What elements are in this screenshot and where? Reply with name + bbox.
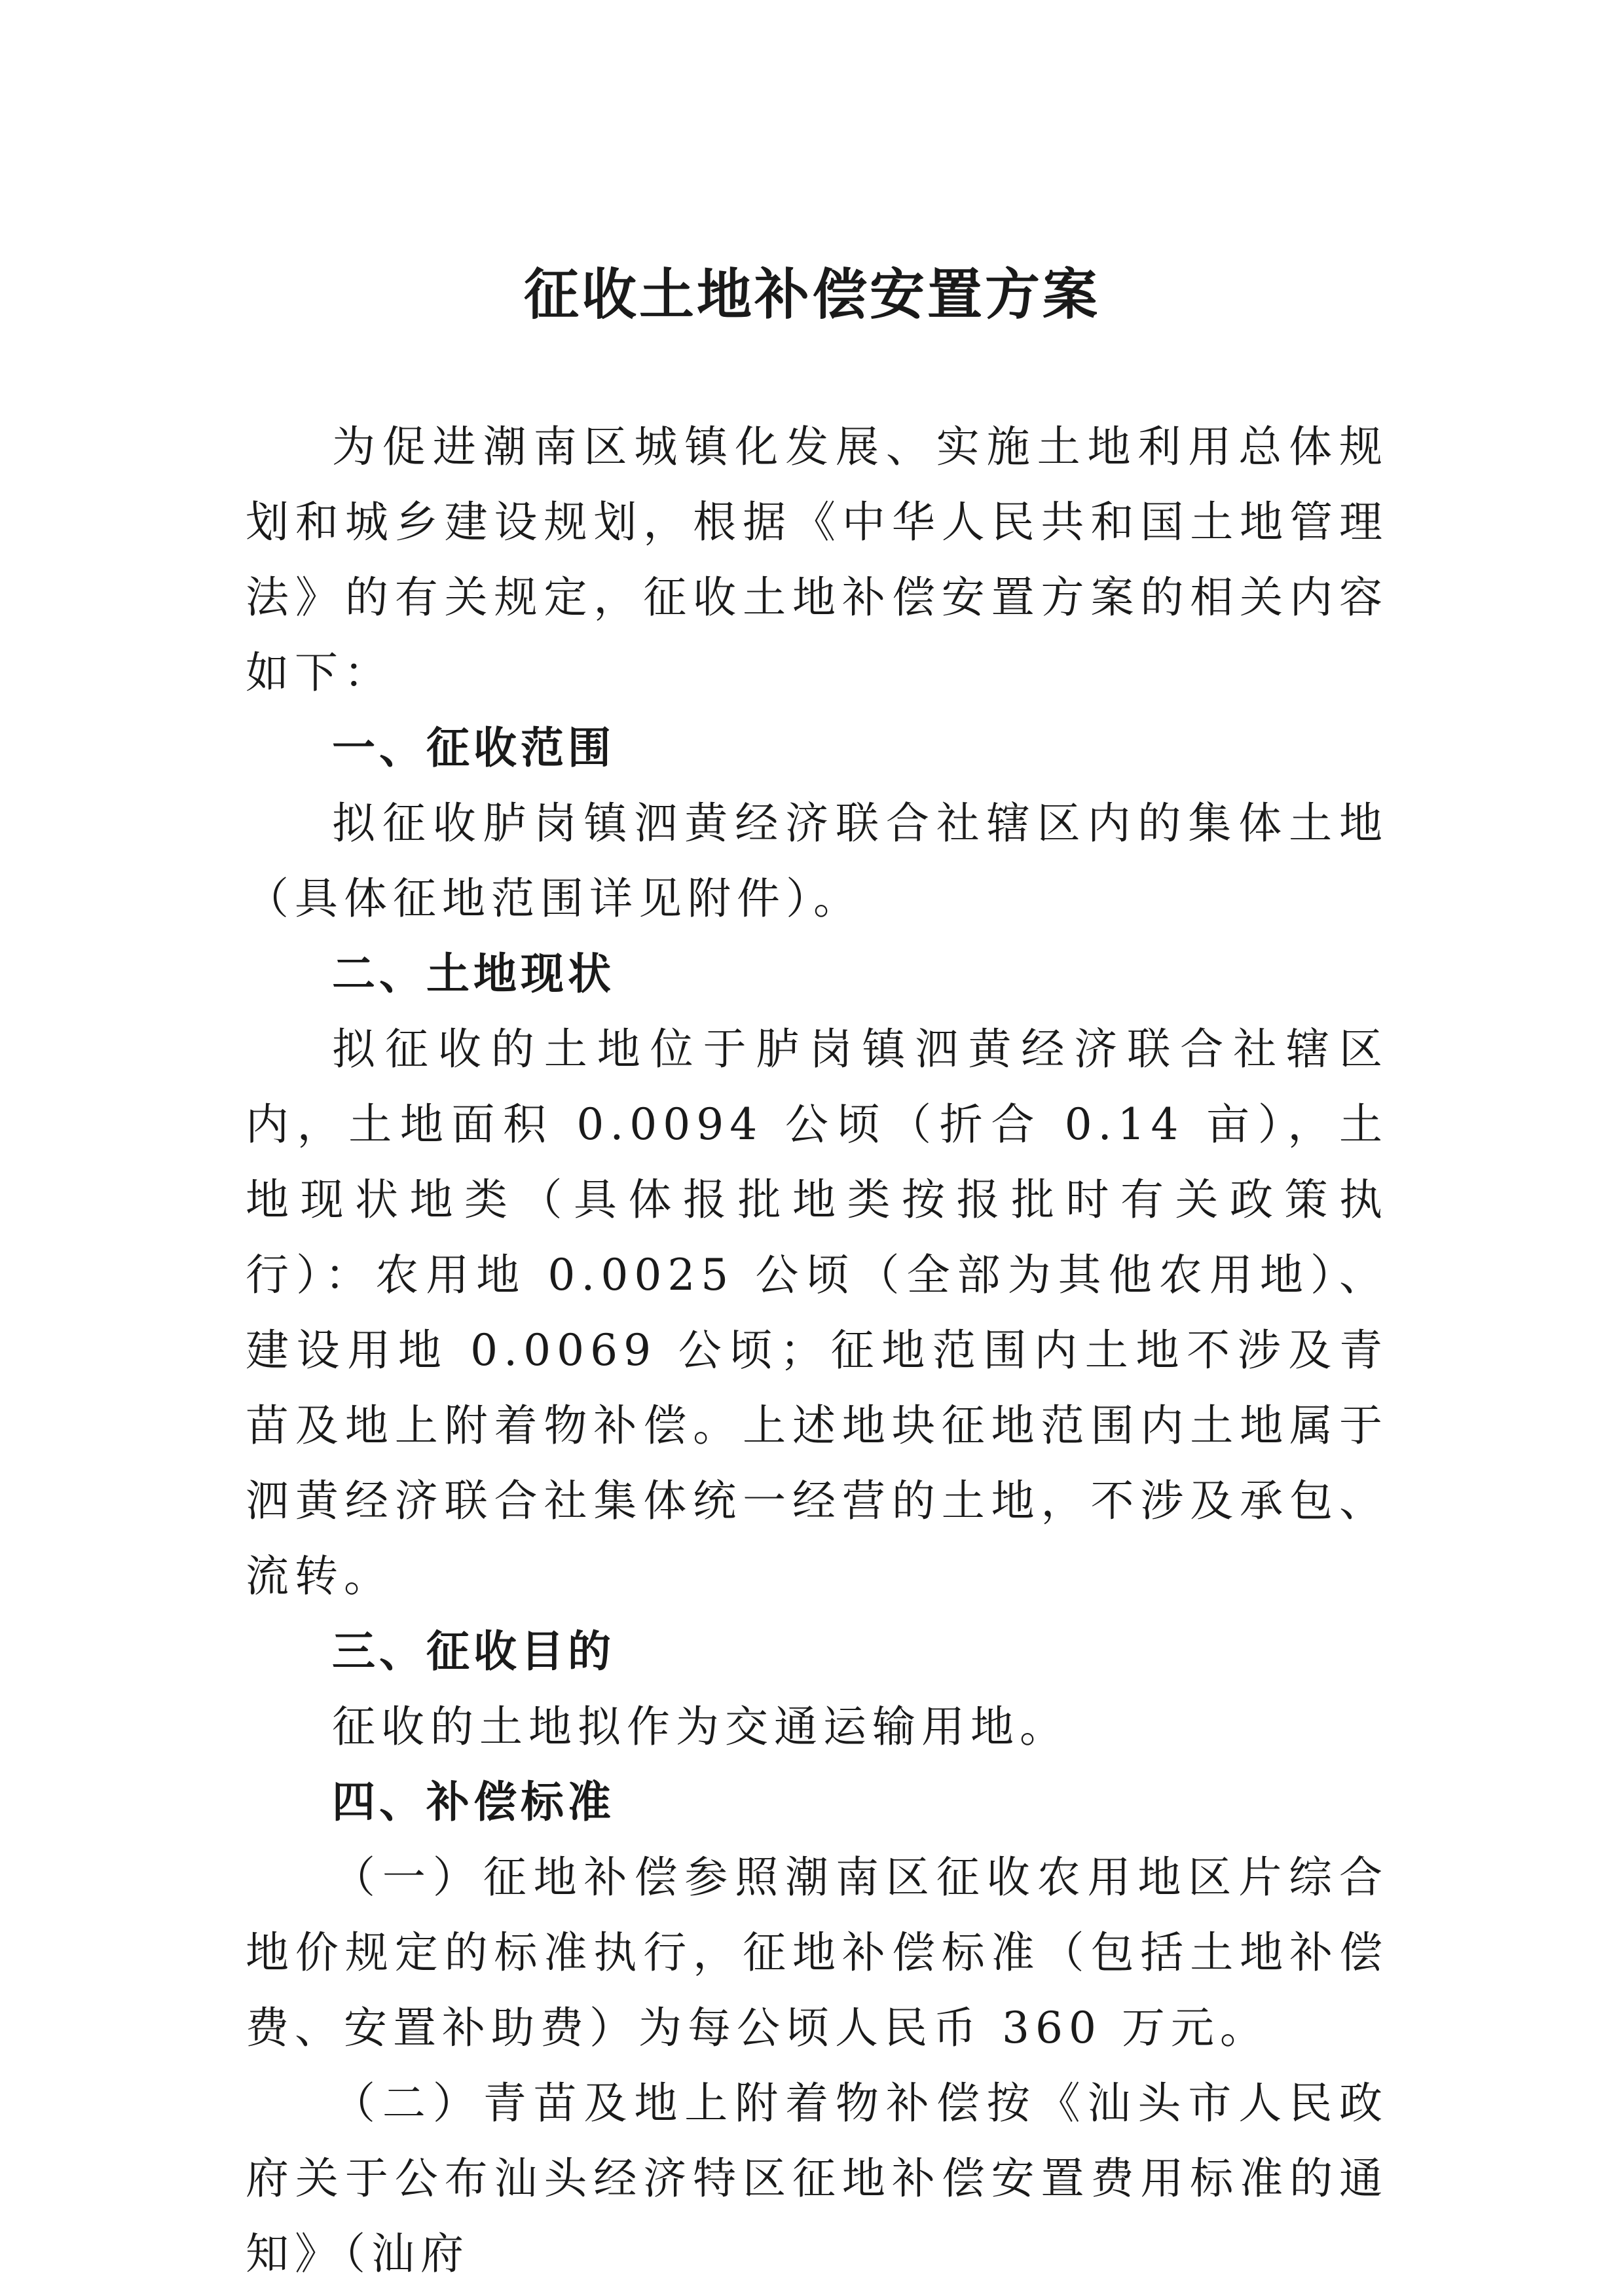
section-heading-land-status: 二、土地现状 xyxy=(332,949,615,999)
land-status-paragraph: 拟征收的土地位于胪岗镇泗黄经济联合社辖区内，土地面积 0.0094 公顷（折合 0.14 亩），土地现状地类（具体报批地类按报批时有关政策执行）：农用地 0.0025 公顷（全部为其他农用地）、建设用地 0.0069 公顷；征地范围内土地不涉及青苗及地上附着物补偿。上述地块征地范围内土地属于泗黄经济联合社集体统一经营的土地，不涉及承包、流转。 xyxy=(246,1024,1388,1601)
scope-paragraph: 拟征收胪岗镇泗黄经济联合社辖区内的集体土地（具体征地范围详见附件）。 xyxy=(246,798,1388,924)
section-heading-standard: 四、补偿标准 xyxy=(332,1777,615,1827)
standard-paragraph-1: （一）征地补偿参照潮南区征收农用地区片综合地价规定的标准执行，征地补偿标准（包括土地补偿费、安置补助费）为每公顷人民币 360 万元。 xyxy=(246,1852,1388,2053)
standard-paragraph-2: （二）青苗及地上附着物补偿按《汕头市人民政府关于公布汕头经济特区征地补偿安置费用标准的通知》（汕府 xyxy=(246,2078,1388,2279)
section-heading-scope: 一、征收范围 xyxy=(332,723,615,773)
document-title: 征收土地补偿安置方案 xyxy=(523,263,1100,327)
intro-paragraph: 为促进潮南区城镇化发展、实施土地利用总体规划和城乡建设规划，根据《中华人民共和国土地管理法》的有关规定，征收土地补偿安置方案的相关内容如下： xyxy=(246,422,1388,698)
document-body xyxy=(246,409,1388,2291)
purpose-paragraph: 征收的土地拟作为交通运输用地。 xyxy=(332,1702,1069,1752)
section-heading-purpose: 三、征收目的 xyxy=(332,1626,615,1677)
